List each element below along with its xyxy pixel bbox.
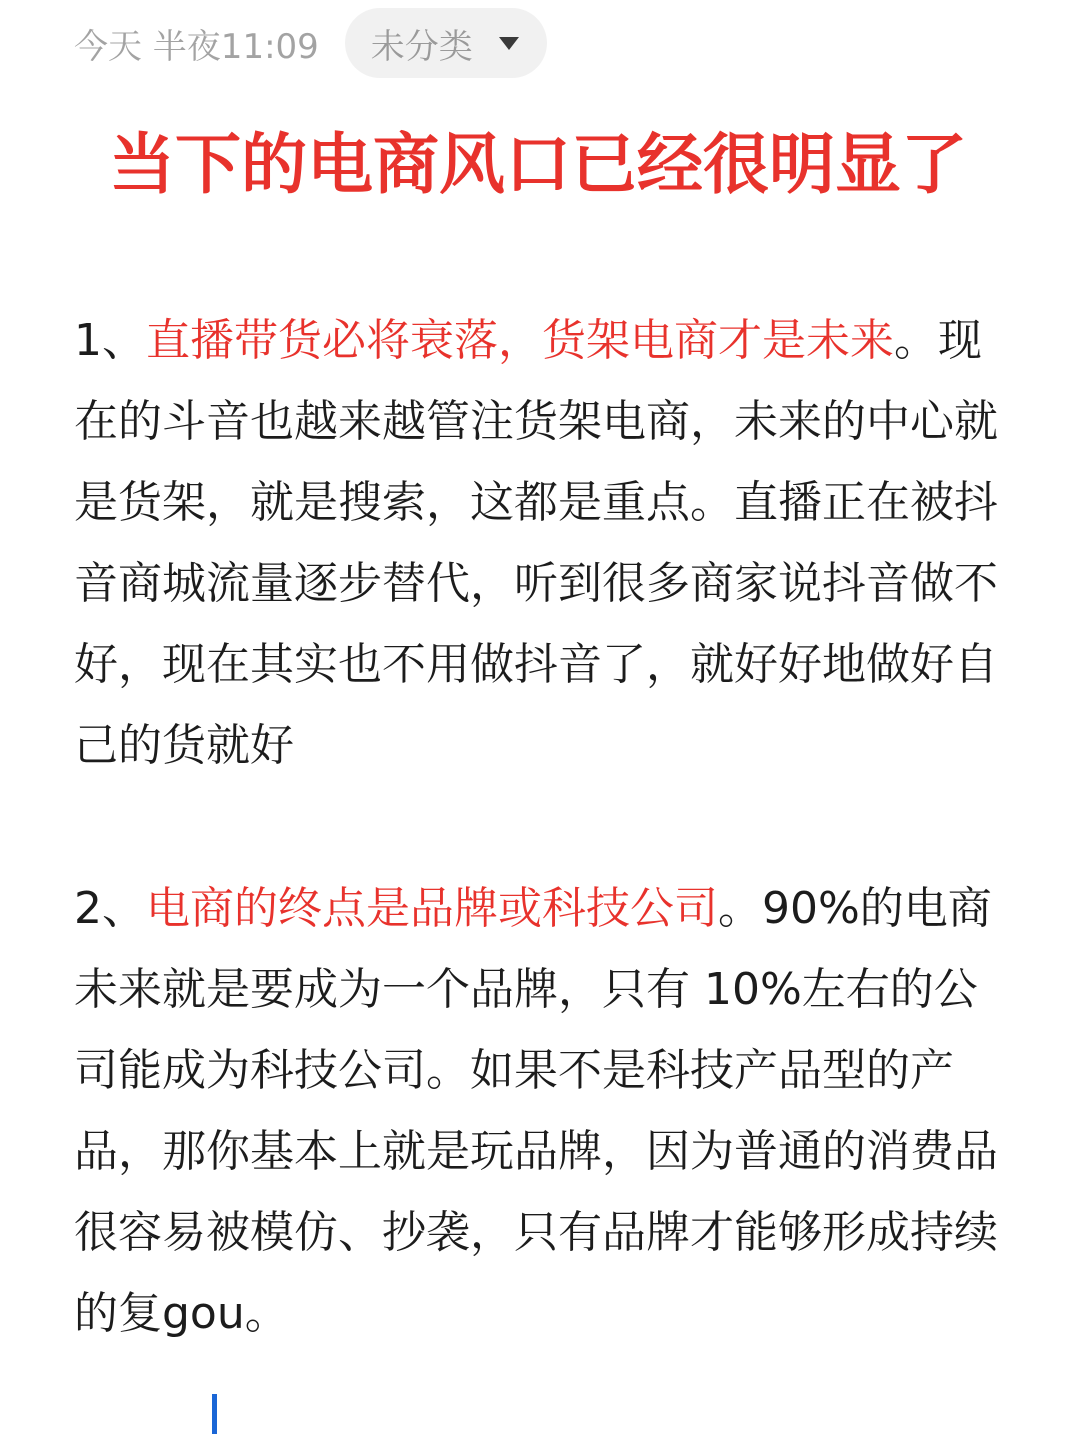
note-meta-row <box>74 8 547 78</box>
paragraph-2-body: 。90%的电商未来就是要成为一个品牌，只有 10%左右的公司能成为科技公司。如果不是科技产品型的产品，那你基本上就是玩品牌，因为普通的消费品很容易被模仿、抄袭，只有品牌才能够形成持续的复gou。 <box>74 883 998 1339</box>
paragraph-1[interactable] <box>74 300 1004 786</box>
paragraph-1-body: 。现在的斗音也越来越管注货架电商，未来的中心就是货架，就是搜索，这都是重点。直播正在被抖音商城流量逐步替代，听到很多商家说抖音做不好，现在其实也不用做抖音了，就好好地做好自己的货就好 <box>74 315 998 771</box>
category-label: 未分类 <box>370 26 473 67</box>
paragraph-2-prefix: 2、 <box>74 883 146 934</box>
category-dropdown[interactable] <box>345 8 547 78</box>
note-title[interactable]: 当下的电商风口已经很明显了 <box>109 126 967 203</box>
paragraph-2-highlight: 电商的终点是品牌或科技公司 <box>146 883 718 934</box>
paragraph-1-prefix: 1、 <box>74 315 146 366</box>
paragraph-1-highlight: 直播带货必将衰落，货架电商才是未来 <box>146 315 894 366</box>
chevron-down-icon <box>499 37 519 50</box>
text-cursor <box>212 1394 217 1434</box>
paragraph-2[interactable] <box>74 868 1004 1354</box>
note-timestamp: 今天 半夜11:09 <box>74 26 319 67</box>
